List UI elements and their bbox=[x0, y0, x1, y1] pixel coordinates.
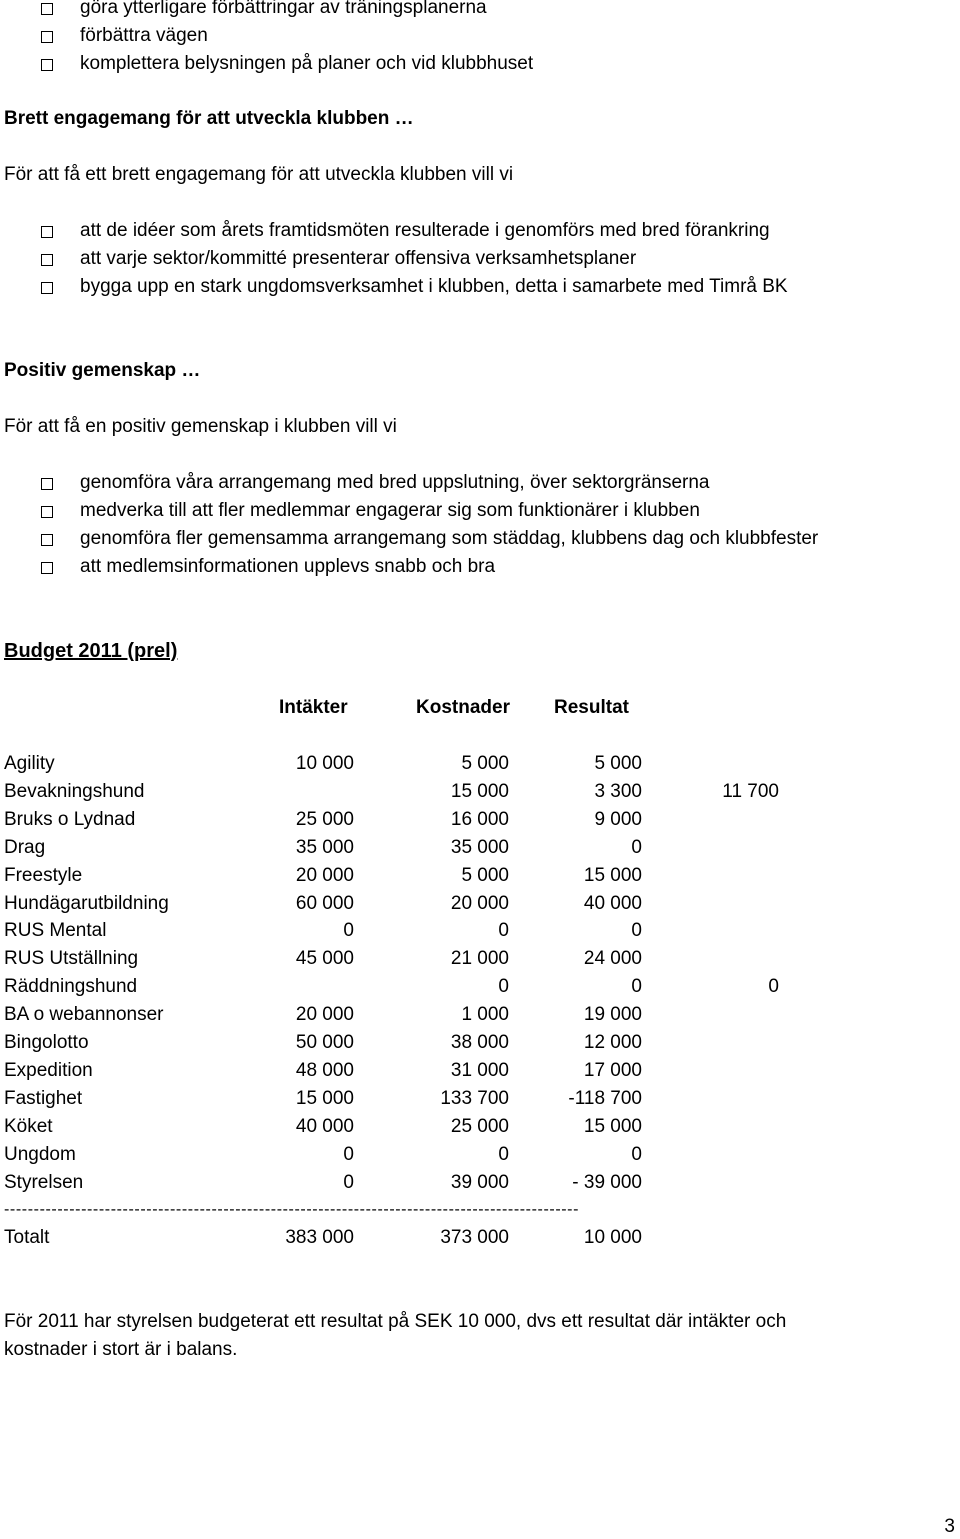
checkbox-bullet-icon bbox=[41, 478, 53, 490]
cell-intakter: 45 000 bbox=[295, 948, 354, 969]
cell-kostnader: 39 000 bbox=[450, 1172, 509, 1193]
cell-intakter: 15 000 bbox=[295, 1088, 354, 1109]
cell-resultat: 12 000 bbox=[583, 1032, 642, 1053]
column-header-kostnader: Kostnader bbox=[416, 697, 510, 718]
cell-kostnader: 5 000 bbox=[461, 865, 509, 886]
cell-resultat: 5 000 bbox=[594, 753, 642, 774]
page-number: 3 bbox=[944, 1516, 955, 1537]
bullet-text: förbättra vägen bbox=[80, 25, 208, 46]
cell-intakter: 60 000 bbox=[295, 893, 354, 914]
checkbox-bullet-icon bbox=[41, 534, 53, 546]
bullet-text: bygga upp en stark ungdomsverksamhet i klubben, detta i samarbete med Timrå BK bbox=[80, 276, 788, 297]
cell-kostnader: 15 000 bbox=[450, 781, 509, 802]
checkbox-bullet-icon bbox=[41, 226, 53, 238]
cell-resultat: 0 bbox=[631, 976, 642, 997]
cell-kostnader: 20 000 bbox=[450, 893, 509, 914]
cell-resultat: -118 700 bbox=[568, 1088, 642, 1109]
cell-resultat: 15 000 bbox=[583, 865, 642, 886]
row-label: Fastighet bbox=[4, 1088, 83, 1109]
row-label: Räddningshund bbox=[4, 976, 138, 997]
cell-extra: 0 bbox=[768, 976, 779, 997]
cell-kostnader: 0 bbox=[498, 1144, 509, 1165]
total-resultat: 10 000 bbox=[583, 1227, 642, 1248]
cell-kostnader: 16 000 bbox=[450, 809, 509, 830]
row-label: Expedition bbox=[4, 1060, 93, 1081]
cell-resultat: 3 300 bbox=[594, 781, 642, 802]
row-label: Bruks o Lydnad bbox=[4, 809, 136, 830]
table-separator: ------------------------------------------------------------------------------------------------- bbox=[4, 1201, 580, 1218]
row-label: RUS Mental bbox=[4, 920, 107, 941]
conclusion-line-2: kostnader i stort är i balans. bbox=[4, 1339, 238, 1360]
row-label: Hundägarutbildning bbox=[4, 893, 169, 914]
checkbox-bullet-icon bbox=[41, 3, 53, 15]
section-heading: Brett engagemang för att utveckla klubben … bbox=[4, 108, 414, 129]
cell-kostnader: 0 bbox=[498, 976, 509, 997]
budget-heading: Budget 2011 (prel) bbox=[4, 640, 178, 662]
conclusion-line-1: För 2011 har styrelsen budgeterat ett resultat på SEK 10 000, dvs ett resultat där intäkter och bbox=[4, 1311, 787, 1332]
cell-resultat: 40 000 bbox=[583, 893, 642, 914]
section-intro: För att få en positiv gemenskap i klubben vill vi bbox=[4, 416, 397, 437]
cell-intakter: 48 000 bbox=[295, 1060, 354, 1081]
column-header-intakter: Intäkter bbox=[279, 697, 348, 718]
cell-resultat: 0 bbox=[631, 837, 642, 858]
bullet-text: att de idéer som årets framtidsmöten resulterade i genomförs med bred förankring bbox=[80, 220, 770, 241]
cell-kostnader: 31 000 bbox=[450, 1060, 509, 1081]
cell-kostnader: 25 000 bbox=[450, 1116, 509, 1137]
cell-resultat: 15 000 bbox=[583, 1116, 642, 1137]
cell-intakter: 0 bbox=[343, 1144, 354, 1165]
cell-intakter: 0 bbox=[343, 1172, 354, 1193]
checkbox-bullet-icon bbox=[41, 282, 53, 294]
cell-resultat: 24 000 bbox=[583, 948, 642, 969]
cell-kostnader: 5 000 bbox=[461, 753, 509, 774]
total-intakter: 383 000 bbox=[285, 1227, 354, 1248]
row-label: Styrelsen bbox=[4, 1172, 84, 1193]
cell-kostnader: 35 000 bbox=[450, 837, 509, 858]
cell-kostnader: 1 000 bbox=[461, 1004, 509, 1025]
bullet-text: medverka till att fler medlemmar engagerar sig som funktionärer i klubben bbox=[80, 500, 700, 521]
section-heading: Positiv gemenskap … bbox=[4, 360, 201, 381]
bullet-text: genomföra våra arrangemang med bred uppslutning, över sektorgränserna bbox=[80, 472, 710, 493]
cell-extra: 11 700 bbox=[722, 781, 779, 802]
cell-kostnader: 0 bbox=[498, 920, 509, 941]
cell-intakter: 25 000 bbox=[295, 809, 354, 830]
checkbox-bullet-icon bbox=[41, 31, 53, 43]
cell-intakter: 0 bbox=[343, 920, 354, 941]
cell-kostnader: 133 700 bbox=[440, 1088, 509, 1109]
cell-intakter: 20 000 bbox=[295, 865, 354, 886]
section-intro: För att få ett brett engagemang för att utveckla klubben vill vi bbox=[4, 164, 514, 185]
row-label: Bevakningshund bbox=[4, 781, 145, 802]
column-header-resultat: Resultat bbox=[554, 697, 629, 718]
cell-intakter: 35 000 bbox=[295, 837, 354, 858]
cell-resultat: - 39 000 bbox=[572, 1172, 642, 1193]
total-kostnader: 373 000 bbox=[440, 1227, 509, 1248]
row-label: Köket bbox=[4, 1116, 53, 1137]
bullet-text: att medlemsinformationen upplevs snabb och bra bbox=[80, 556, 496, 577]
cell-resultat: 0 bbox=[631, 1144, 642, 1165]
bullet-text: att varje sektor/kommitté presenterar offensiva verksamhetsplaner bbox=[80, 248, 637, 269]
checkbox-bullet-icon bbox=[41, 254, 53, 266]
row-label: Ungdom bbox=[4, 1144, 76, 1165]
cell-resultat: 17 000 bbox=[583, 1060, 642, 1081]
cell-resultat: 19 000 bbox=[583, 1004, 642, 1025]
checkbox-bullet-icon bbox=[41, 506, 53, 518]
cell-intakter: 20 000 bbox=[295, 1004, 354, 1025]
row-label: RUS Utställning bbox=[4, 948, 139, 969]
row-label: BA o webannonser bbox=[4, 1004, 164, 1025]
cell-intakter: 50 000 bbox=[295, 1032, 354, 1053]
cell-resultat: 0 bbox=[631, 920, 642, 941]
row-label: Freestyle bbox=[4, 865, 83, 886]
cell-kostnader: 21 000 bbox=[450, 948, 509, 969]
bullet-text: genomföra fler gemensamma arrangemang som städdag, klubbens dag och klubbfester bbox=[80, 528, 819, 549]
checkbox-bullet-icon bbox=[41, 562, 53, 574]
cell-resultat: 9 000 bbox=[594, 809, 642, 830]
row-label: Agility bbox=[4, 753, 55, 774]
cell-intakter: 40 000 bbox=[295, 1116, 354, 1137]
checkbox-bullet-icon bbox=[41, 59, 53, 71]
row-label: Bingolotto bbox=[4, 1032, 89, 1053]
row-label: Drag bbox=[4, 837, 46, 858]
bullet-text: komplettera belysningen på planer och vid klubbhuset bbox=[80, 53, 534, 74]
bullet-text: göra ytterligare förbättringar av träningsplanerna bbox=[80, 0, 487, 18]
total-label: Totalt bbox=[4, 1227, 50, 1248]
cell-kostnader: 38 000 bbox=[450, 1032, 509, 1053]
cell-intakter: 10 000 bbox=[295, 753, 354, 774]
